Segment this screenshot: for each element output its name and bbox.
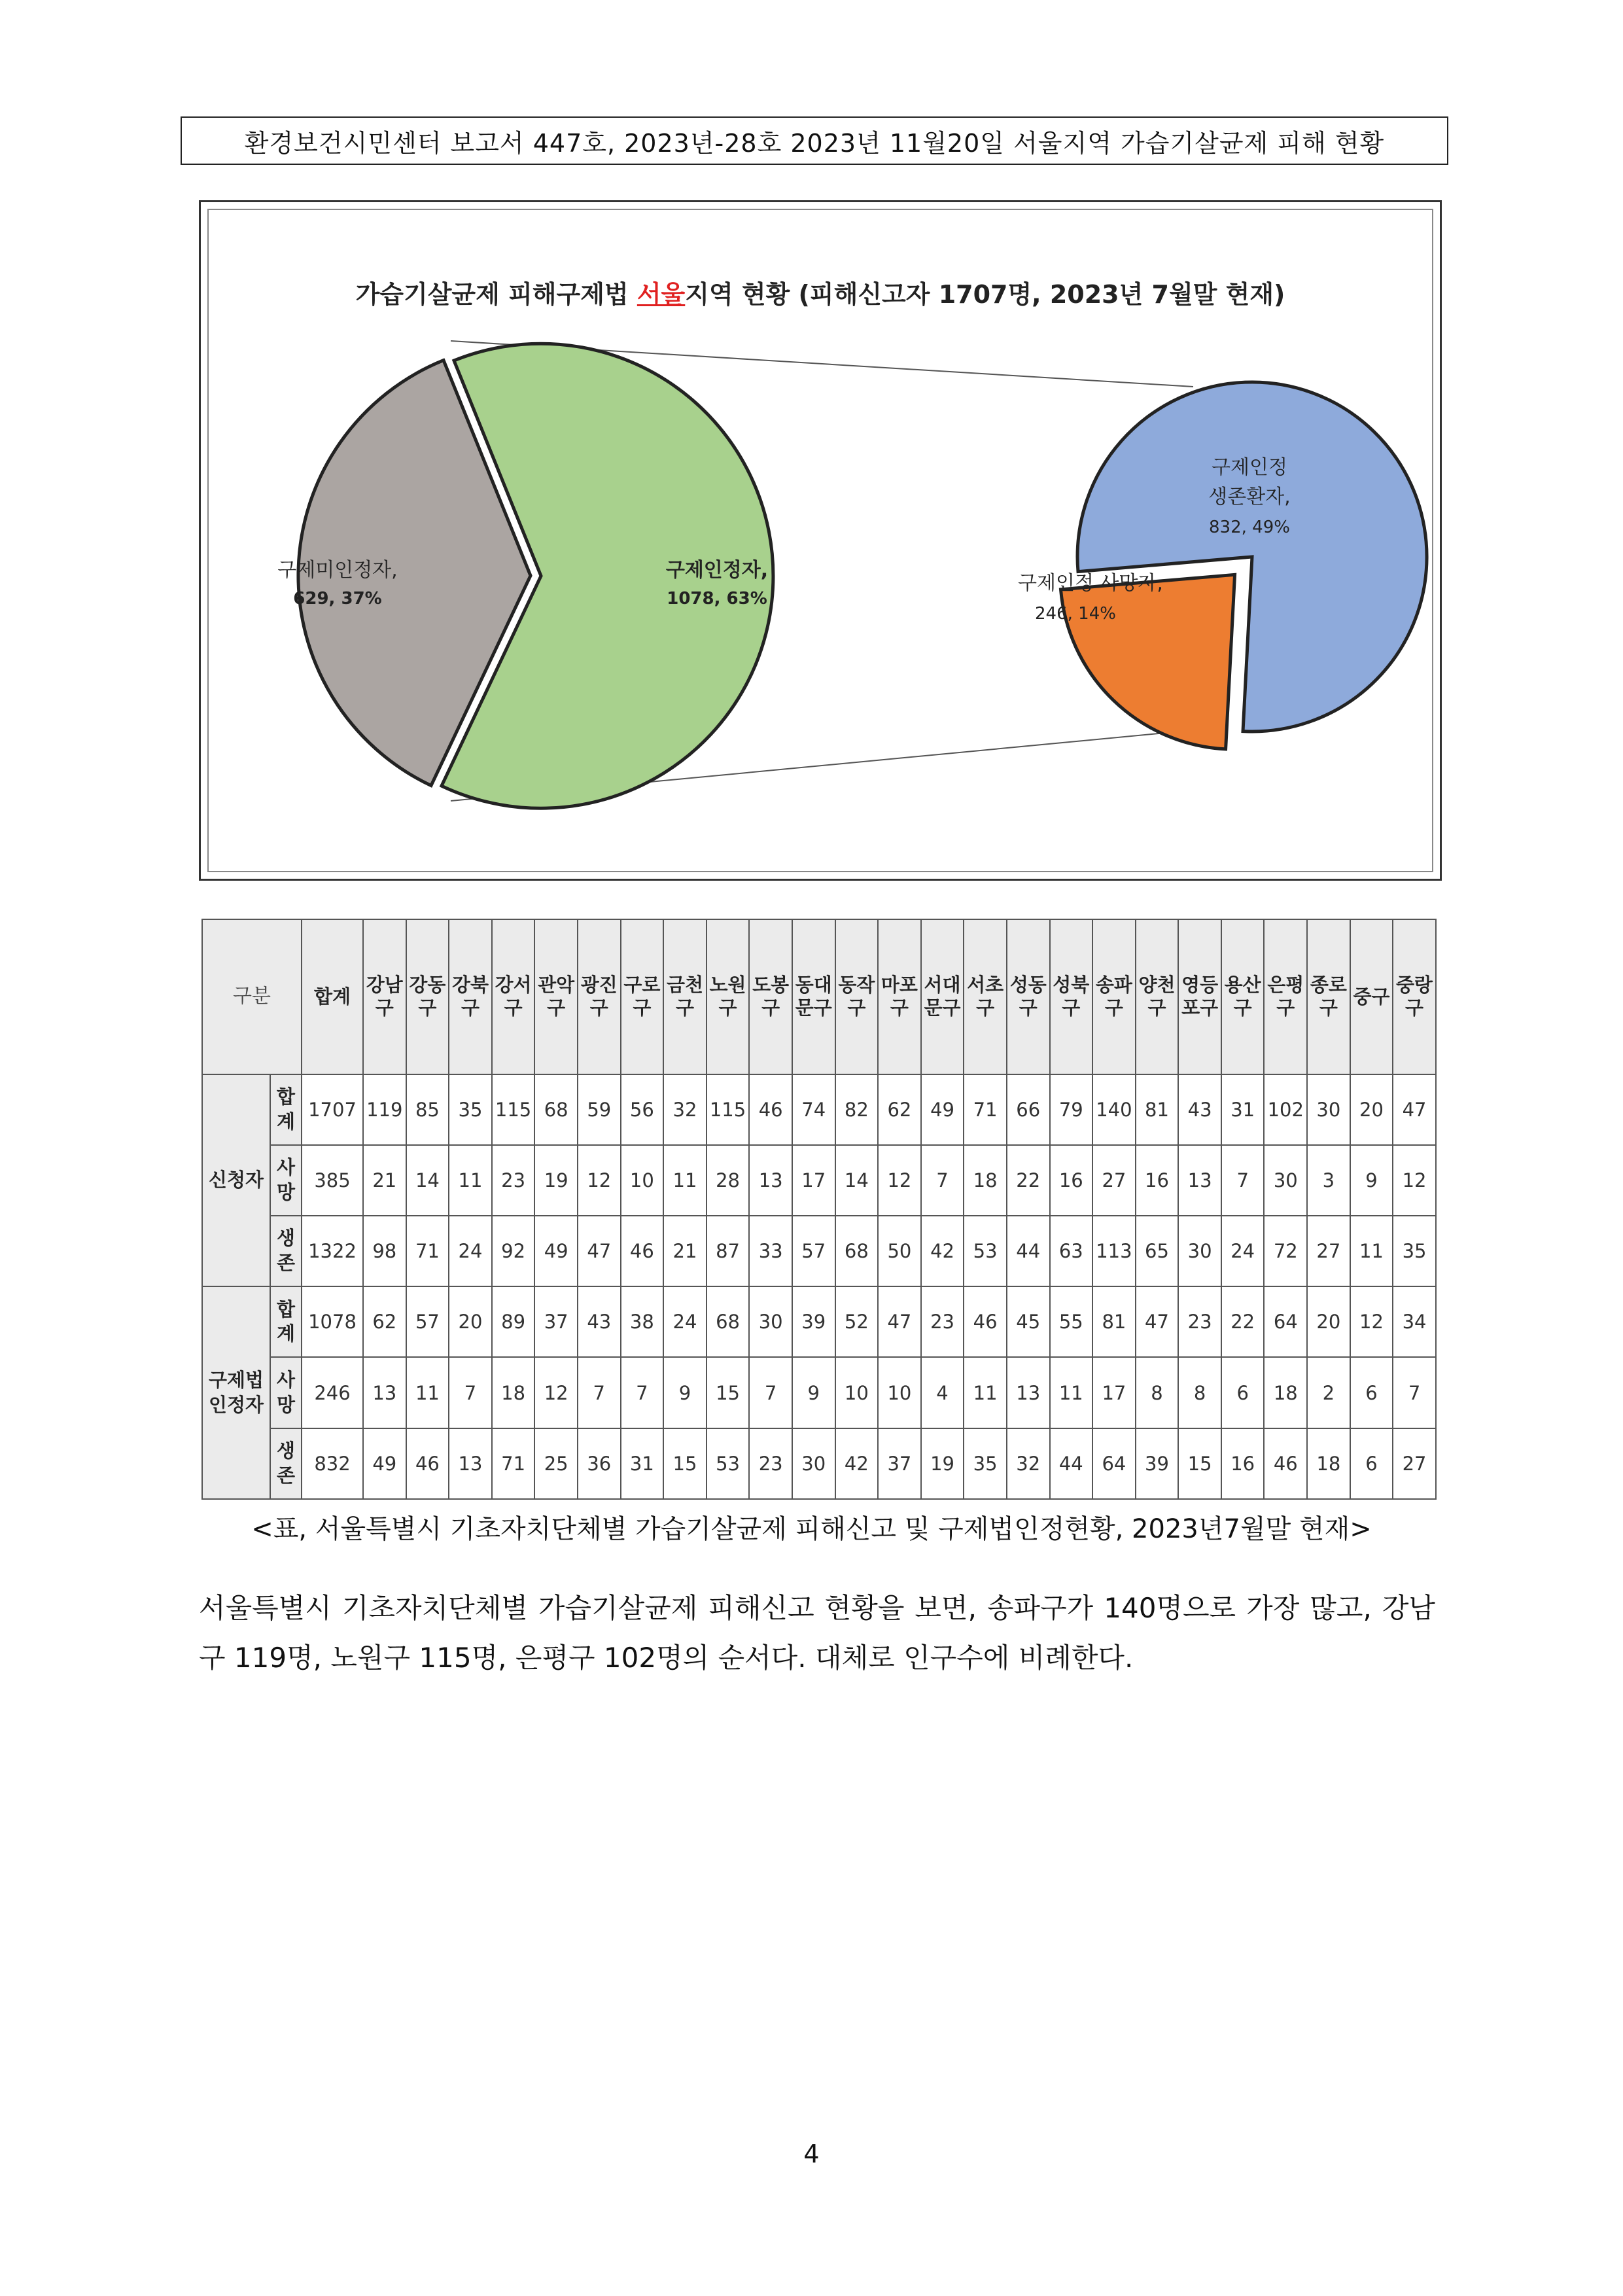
table-cell: 42 xyxy=(921,1216,964,1286)
table-cell: 30 xyxy=(1264,1145,1307,1216)
table-cell: 13 xyxy=(449,1428,492,1499)
table-cell: 9 xyxy=(792,1357,835,1428)
label-unrecognized-value: 629, 37% xyxy=(293,589,382,609)
table-cell: 46 xyxy=(621,1216,664,1286)
table-cell: 18 xyxy=(1307,1428,1350,1499)
table-cell: 22 xyxy=(1007,1145,1050,1216)
header-corner: 구분 xyxy=(202,919,302,1074)
table-cell: 10 xyxy=(878,1357,921,1428)
table-cell: 82 xyxy=(835,1074,879,1145)
table-cell: 18 xyxy=(1264,1357,1307,1428)
table-cell: 87 xyxy=(707,1216,750,1286)
header-district: 도봉 구 xyxy=(749,919,792,1074)
table-cell: 59 xyxy=(578,1074,621,1145)
table-cell: 9 xyxy=(663,1357,707,1428)
header-district: 광진 구 xyxy=(578,919,621,1074)
table-cell: 53 xyxy=(964,1216,1007,1286)
table-cell: 7 xyxy=(449,1357,492,1428)
table-row xyxy=(202,1074,1436,1145)
row-total-cell: 1707 xyxy=(302,1074,363,1145)
table-cell: 18 xyxy=(492,1357,535,1428)
group-label: 신청자 xyxy=(202,1074,270,1287)
table-cell: 24 xyxy=(1221,1216,1265,1286)
table-cell: 27 xyxy=(1393,1428,1436,1499)
header-district: 금천 구 xyxy=(663,919,707,1074)
table-cell: 71 xyxy=(406,1216,449,1286)
table-cell: 11 xyxy=(1350,1216,1393,1286)
table-cell: 16 xyxy=(1136,1145,1179,1216)
table-cell: 46 xyxy=(406,1428,449,1499)
table-cell: 71 xyxy=(492,1428,535,1499)
table-cell: 115 xyxy=(707,1074,750,1145)
table-cell: 92 xyxy=(492,1216,535,1286)
table-cell: 21 xyxy=(363,1145,406,1216)
table-cell: 6 xyxy=(1221,1357,1265,1428)
table-cell: 57 xyxy=(406,1286,449,1357)
table-cell: 62 xyxy=(363,1286,406,1357)
chart-title-part2: 지역 현황 (피해신고자 1707명, 2023년 7월말 현재) xyxy=(685,280,1285,309)
table-cell: 2 xyxy=(1307,1357,1350,1428)
table-cell: 102 xyxy=(1264,1074,1307,1145)
table-cell: 20 xyxy=(1307,1286,1350,1357)
table-cell: 13 xyxy=(363,1357,406,1428)
table-cell: 62 xyxy=(878,1074,921,1145)
table-cell: 7 xyxy=(749,1357,792,1428)
label-recognized-value: 1078, 63% xyxy=(667,589,767,609)
table-cell: 3 xyxy=(1307,1145,1350,1216)
table-cell: 34 xyxy=(1393,1286,1436,1357)
table-cell: 24 xyxy=(663,1286,707,1357)
table-cell: 64 xyxy=(1092,1428,1136,1499)
table-cell: 56 xyxy=(621,1074,664,1145)
group-label: 구제법 인정자 xyxy=(202,1286,270,1499)
table-cell: 74 xyxy=(792,1074,835,1145)
header-district: 중랑 구 xyxy=(1393,919,1436,1074)
table-cell: 33 xyxy=(749,1216,792,1286)
header-district: 서대 문구 xyxy=(921,919,964,1074)
pie-chart-svg xyxy=(199,200,1442,881)
table-cell: 12 xyxy=(878,1145,921,1216)
table-cell: 23 xyxy=(921,1286,964,1357)
table-cell: 20 xyxy=(1350,1074,1393,1145)
table-cell: 20 xyxy=(449,1286,492,1357)
table-cell: 31 xyxy=(621,1428,664,1499)
table-cell: 30 xyxy=(1307,1074,1350,1145)
table-cell: 45 xyxy=(1007,1286,1050,1357)
label-deceased-value: 246, 14% xyxy=(1035,604,1116,624)
table-cell: 18 xyxy=(964,1145,1007,1216)
table-cell: 47 xyxy=(1136,1286,1179,1357)
table-cell: 19 xyxy=(534,1145,578,1216)
label-survivor-line1: 구제인정 xyxy=(1212,456,1287,479)
table-cell: 119 xyxy=(363,1074,406,1145)
table-cell: 21 xyxy=(663,1216,707,1286)
body-paragraph: 서울특별시 기초자치단체별 가습기살균제 피해신고 현황을 보면, 송파구가 140명으로 가장 많고, 강남구 119명, 노원구 115명, 은평구 102명의 순서다. 대체로 인구수에 비례한다. xyxy=(199,1592,1435,1674)
table-cell: 46 xyxy=(964,1286,1007,1357)
table-cell: 72 xyxy=(1264,1216,1307,1286)
header-district: 강남 구 xyxy=(363,919,406,1074)
table-cell: 35 xyxy=(1393,1216,1436,1286)
label-recognized-name: 구제인정자, xyxy=(665,559,769,582)
table-cell: 46 xyxy=(749,1074,792,1145)
header-district: 동대 문구 xyxy=(792,919,835,1074)
table-cell: 81 xyxy=(1092,1286,1136,1357)
row-total-cell: 832 xyxy=(302,1428,363,1499)
table-cell: 23 xyxy=(492,1145,535,1216)
table-cell: 14 xyxy=(835,1145,879,1216)
table-cell: 30 xyxy=(792,1428,835,1499)
table-caption: <표, 서울특별시 기초자치단체별 가습기살균제 피해신고 및 구제법인정현황, 2023년7월말 현재> xyxy=(251,1514,1372,1544)
table-cell: 11 xyxy=(406,1357,449,1428)
row-total-cell: 1078 xyxy=(302,1286,363,1357)
table-cell: 14 xyxy=(406,1145,449,1216)
table-cell: 23 xyxy=(749,1428,792,1499)
table-cell: 12 xyxy=(1350,1286,1393,1357)
header-district: 양천 구 xyxy=(1136,919,1179,1074)
row-label: 사 망 xyxy=(270,1145,302,1216)
table-cell: 32 xyxy=(1007,1428,1050,1499)
table-cell: 12 xyxy=(1393,1145,1436,1216)
table-cell: 47 xyxy=(1393,1074,1436,1145)
table-cell: 6 xyxy=(1350,1428,1393,1499)
table-cell: 47 xyxy=(578,1216,621,1286)
header-district: 성북 구 xyxy=(1050,919,1093,1074)
table-cell: 65 xyxy=(1136,1216,1179,1286)
table-cell: 7 xyxy=(1221,1145,1265,1216)
table-cell: 98 xyxy=(363,1216,406,1286)
table-cell: 140 xyxy=(1092,1074,1136,1145)
district-table xyxy=(201,919,1437,1500)
table-cell: 81 xyxy=(1136,1074,1179,1145)
table-cell: 23 xyxy=(1178,1286,1221,1357)
table-cell: 47 xyxy=(878,1286,921,1357)
row-label: 사 망 xyxy=(270,1357,302,1428)
table-cell: 7 xyxy=(621,1357,664,1428)
table-cell: 28 xyxy=(707,1145,750,1216)
pie-chart-figure xyxy=(199,200,1442,881)
header-district: 은평 구 xyxy=(1264,919,1307,1074)
table-cell: 50 xyxy=(878,1216,921,1286)
table-cell: 44 xyxy=(1050,1428,1093,1499)
header-district: 강동 구 xyxy=(406,919,449,1074)
table-cell: 25 xyxy=(534,1428,578,1499)
report-header: 환경보건시민센터 보고서 447호, 2023년-28호 2023년 11월20일 서울지역 가습기살균제 피해 현황 xyxy=(181,116,1448,165)
table-cell: 39 xyxy=(792,1286,835,1357)
table-cell: 32 xyxy=(663,1074,707,1145)
table-cell: 68 xyxy=(534,1074,578,1145)
table-cell: 27 xyxy=(1092,1145,1136,1216)
header-district: 성동 구 xyxy=(1007,919,1050,1074)
table-cell: 113 xyxy=(1092,1216,1136,1286)
table-cell: 66 xyxy=(1007,1074,1050,1145)
table-cell: 57 xyxy=(792,1216,835,1286)
table-cell: 7 xyxy=(1393,1357,1436,1428)
table-cell: 8 xyxy=(1178,1357,1221,1428)
page-number: 4 xyxy=(803,2140,820,2168)
table-cell: 13 xyxy=(1007,1357,1050,1428)
table-cell: 49 xyxy=(921,1074,964,1145)
label-deceased-name: 구제인정 사망자, xyxy=(1018,572,1163,595)
row-label: 합 계 xyxy=(270,1074,302,1145)
row-total-cell: 246 xyxy=(302,1357,363,1428)
row-total-cell: 1322 xyxy=(302,1216,363,1286)
table-cell: 19 xyxy=(921,1428,964,1499)
table-cell: 10 xyxy=(621,1145,664,1216)
table-cell: 16 xyxy=(1221,1428,1265,1499)
table-cell: 11 xyxy=(1050,1357,1093,1428)
table-cell: 63 xyxy=(1050,1216,1093,1286)
table-cell: 46 xyxy=(1264,1428,1307,1499)
row-label: 생 존 xyxy=(270,1216,302,1286)
table-cell: 43 xyxy=(1178,1074,1221,1145)
table-cell: 24 xyxy=(449,1216,492,1286)
header-district: 동작 구 xyxy=(835,919,879,1074)
label-survivor-line2: 생존환자, xyxy=(1208,486,1291,508)
table-cell: 49 xyxy=(534,1216,578,1286)
header-district: 영등 포구 xyxy=(1178,919,1221,1074)
table-row xyxy=(202,1357,1436,1428)
table-cell: 17 xyxy=(1092,1357,1136,1428)
header-district: 관악 구 xyxy=(534,919,578,1074)
table-cell: 68 xyxy=(707,1286,750,1357)
header-district: 송파 구 xyxy=(1092,919,1136,1074)
table-cell: 27 xyxy=(1307,1216,1350,1286)
header-district: 강서 구 xyxy=(492,919,535,1074)
table-cell: 22 xyxy=(1221,1286,1265,1357)
table-cell: 11 xyxy=(663,1145,707,1216)
table-cell: 35 xyxy=(449,1074,492,1145)
table-cell: 30 xyxy=(1178,1216,1221,1286)
header-district: 서초 구 xyxy=(964,919,1007,1074)
table-cell: 85 xyxy=(406,1074,449,1145)
table-cell: 64 xyxy=(1264,1286,1307,1357)
table-cell: 11 xyxy=(449,1145,492,1216)
table-cell: 7 xyxy=(921,1145,964,1216)
table-cell: 37 xyxy=(534,1286,578,1357)
table-cell: 30 xyxy=(749,1286,792,1357)
table-row xyxy=(202,1145,1436,1216)
table-cell: 53 xyxy=(707,1428,750,1499)
table-cell: 17 xyxy=(792,1145,835,1216)
label-survivor-value: 832, 49% xyxy=(1209,518,1290,537)
header-district: 강북 구 xyxy=(449,919,492,1074)
table-cell: 11 xyxy=(964,1357,1007,1428)
table-cell: 15 xyxy=(663,1428,707,1499)
table-cell: 13 xyxy=(749,1145,792,1216)
table-cell: 13 xyxy=(1178,1145,1221,1216)
table-cell: 31 xyxy=(1221,1074,1265,1145)
table-cell: 115 xyxy=(492,1074,535,1145)
table-cell: 7 xyxy=(578,1357,621,1428)
table-row xyxy=(202,1286,1436,1357)
table-row xyxy=(202,1428,1436,1499)
table-cell: 39 xyxy=(1136,1428,1179,1499)
table-cell: 55 xyxy=(1050,1286,1093,1357)
table-cell: 68 xyxy=(835,1216,879,1286)
table-cell: 35 xyxy=(964,1428,1007,1499)
header-district: 용산 구 xyxy=(1221,919,1265,1074)
header-district: 마포 구 xyxy=(878,919,921,1074)
table-cell: 16 xyxy=(1050,1145,1093,1216)
table-cell: 4 xyxy=(921,1357,964,1428)
table-cell: 89 xyxy=(492,1286,535,1357)
table-cell: 15 xyxy=(1178,1428,1221,1499)
table-cell: 71 xyxy=(964,1074,1007,1145)
table-cell: 8 xyxy=(1136,1357,1179,1428)
table-cell: 38 xyxy=(621,1286,664,1357)
table-cell: 44 xyxy=(1007,1216,1050,1286)
row-label: 합 계 xyxy=(270,1286,302,1357)
table-cell: 6 xyxy=(1350,1357,1393,1428)
header-district: 종로 구 xyxy=(1307,919,1350,1074)
table-cell: 36 xyxy=(578,1428,621,1499)
chart-title-highlight: 서울 xyxy=(637,280,686,309)
table-cell: 10 xyxy=(835,1357,879,1428)
table-cell: 37 xyxy=(878,1428,921,1499)
table-cell: 12 xyxy=(578,1145,621,1216)
table-cell: 12 xyxy=(534,1357,578,1428)
header-district: 구로 구 xyxy=(621,919,664,1074)
table-cell: 43 xyxy=(578,1286,621,1357)
table-cell: 42 xyxy=(835,1428,879,1499)
table-cell: 9 xyxy=(1350,1145,1393,1216)
table-cell: 49 xyxy=(363,1428,406,1499)
header-district: 중구 xyxy=(1350,919,1393,1074)
table-cell: 79 xyxy=(1050,1074,1093,1145)
table-cell: 52 xyxy=(835,1286,879,1357)
chart-title-part1: 가습기살균제 피해구제법 xyxy=(355,280,637,309)
header-district: 노원 구 xyxy=(707,919,750,1074)
table-row xyxy=(202,1216,1436,1286)
pie-slice-deceased xyxy=(1061,574,1235,749)
row-label: 생 존 xyxy=(270,1428,302,1499)
row-total-cell: 385 xyxy=(302,1145,363,1216)
table-cell: 15 xyxy=(707,1357,750,1428)
label-unrecognized-name: 구제미인정자, xyxy=(277,559,398,582)
header-total: 합계 xyxy=(302,919,363,1074)
